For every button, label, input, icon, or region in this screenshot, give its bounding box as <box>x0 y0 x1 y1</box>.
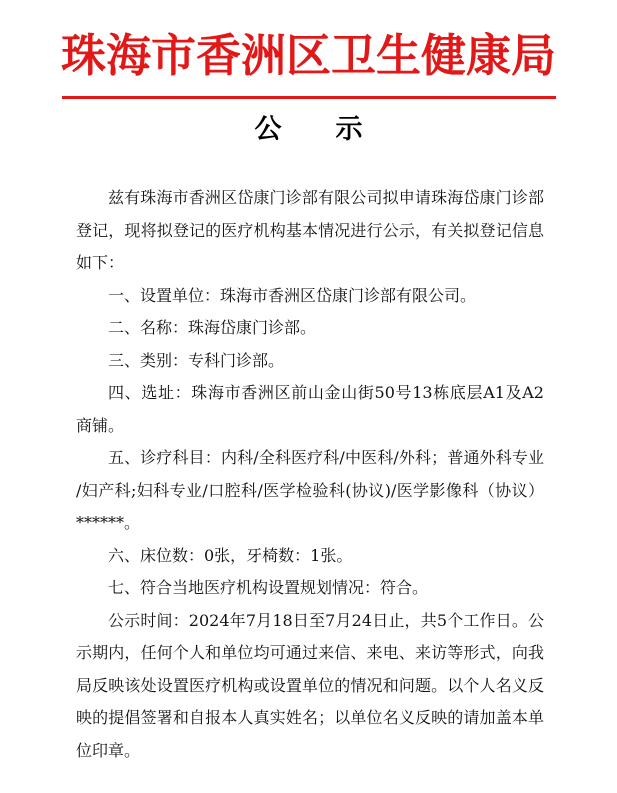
item-location: 四、选址：珠海市香洲区前山金山街50号13栋底层A1及A2商铺。 <box>76 383 544 435</box>
item-beds: 六、床位数：0张，牙椅数：1张。 <box>108 545 353 565</box>
item-planning: 七、符合当地医疗机构设置规划情况：符合。 <box>108 578 429 597</box>
item-setup-unit: 一、设置单位：珠海市香洲区岱康门诊部有限公司。 <box>108 285 477 305</box>
notice-title: 公 示 <box>254 114 363 145</box>
item-category: 三、类别：专科门诊部。 <box>108 350 285 370</box>
header-red-rule <box>62 96 556 99</box>
notice-body <box>76 182 544 767</box>
organization-title: 珠海市香洲区卫生健康局 <box>60 29 556 82</box>
notice-period-paragraph: 公示时间：2024年7月18日至7月24日止，共5个工作日。公示期内，任何个人和单位均可通过来信、来电、来访等形式，向我局反映该处设置医疗机构或设置单位的情况和问题。以个人名义反映的提倡签署和自报本人真实姓名；以单位名义反映的请加盖本单位印章。 <box>76 610 544 760</box>
intro-paragraph: 兹有珠海市香洲区岱康门诊部有限公司拟申请珠海岱康门诊部登记，现将拟登记的医疗机构基本情况进行公示，有关拟登记信息如下： <box>76 188 544 272</box>
item-name: 二、名称：珠海岱康门诊部。 <box>108 318 317 337</box>
item-departments: 五、诊疗科目：内科/全科医疗科/中医科/外科；普通外科专业 /妇产科;妇科专业/口腔科/医学检验科(协议)/医学影像科（协议）******。 <box>76 448 544 532</box>
